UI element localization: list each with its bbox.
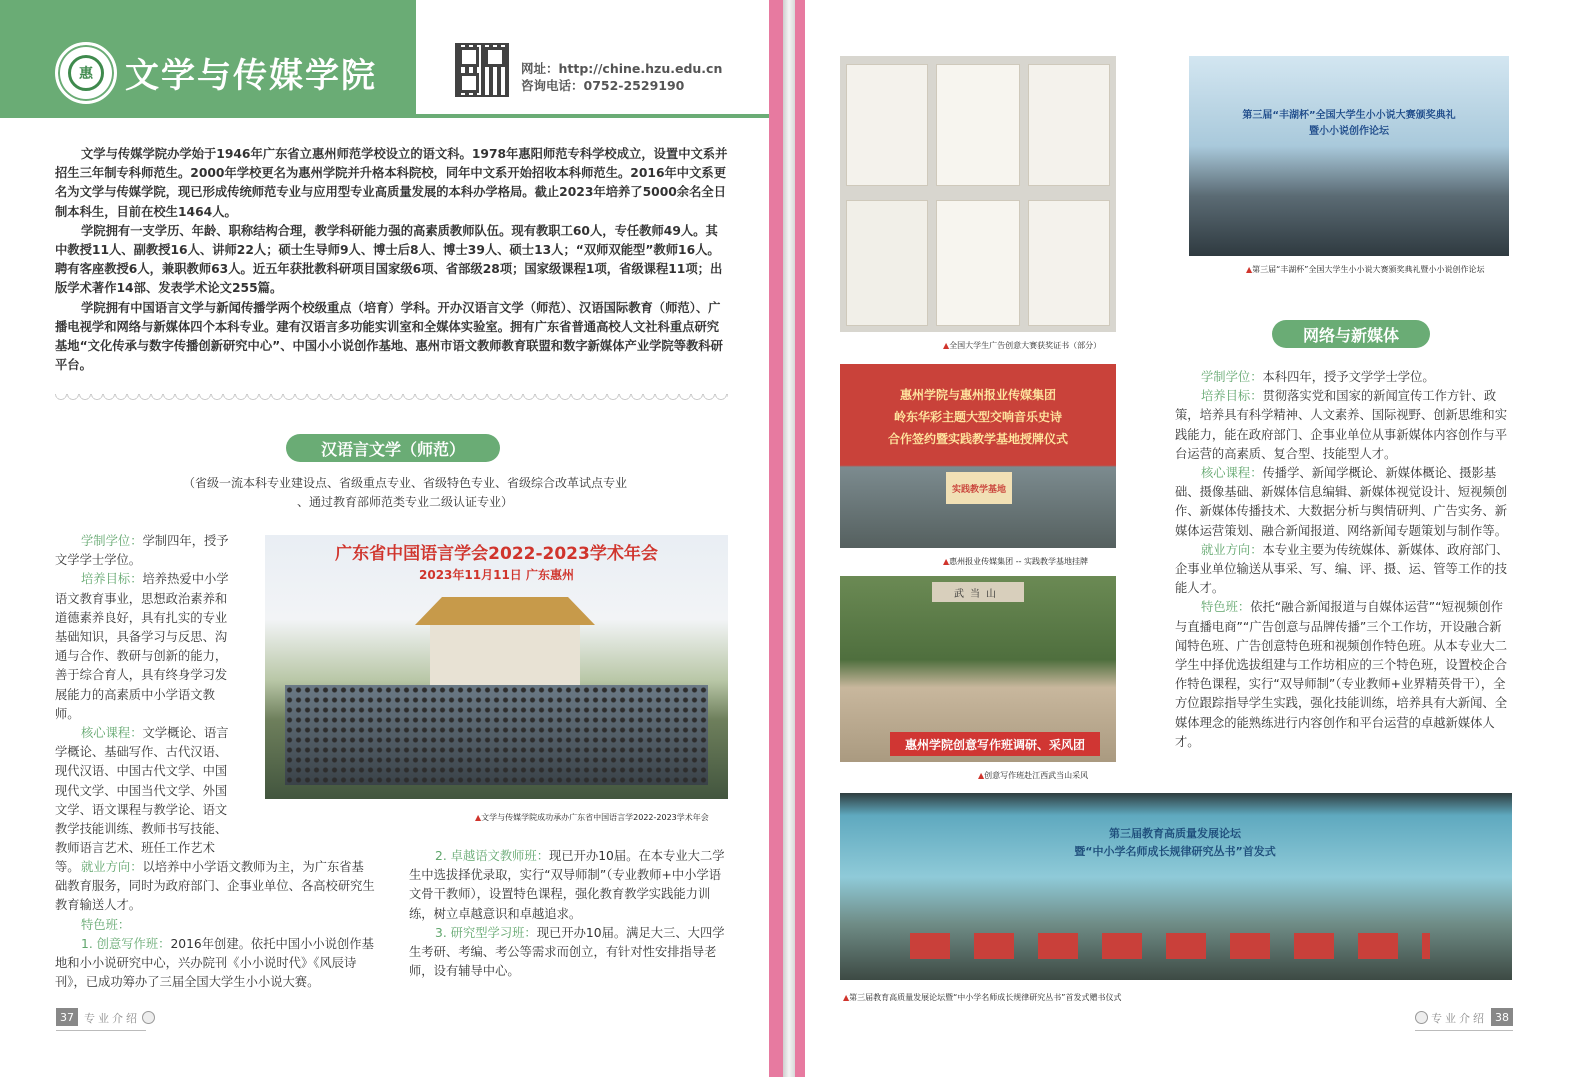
college-intro: [55, 145, 728, 375]
page-edge: [769, 0, 783, 1077]
class3-text: 现已开办10届。满足大三、大四学生考研、考编、考公等需求而创立，有针对性安排指导老师，设有辅导中心。: [409, 925, 725, 979]
footer-label: 专业介绍: [84, 1012, 140, 1025]
triangle-icon: ▲: [1246, 265, 1253, 274]
career-text: 本专业主要为传统媒体、新媒体、政府部门、企事业单位输送从事采、写、编、评、摄、运、管等工作的技能人才。: [1175, 542, 1509, 596]
certificates-caption: [943, 340, 1101, 351]
forum-photo: [840, 793, 1512, 980]
page-number: 38: [1491, 1008, 1513, 1026]
honors-line: （省级一流本科专业建设点、省级重点专业、省级特色专业、省级综合改革试点专业: [182, 476, 627, 490]
label: 核心课程：: [81, 726, 143, 741]
duration-text: 本科四年，授予文学学士学位。: [1262, 370, 1435, 384]
forum-banner-line: 暨“中小学名师成长规律研究丛书”首发式: [1074, 845, 1276, 858]
footer-rule: [1415, 1030, 1513, 1031]
caption-text: 文学与传媒学院成功承办广东省中国语言学2022-2023学术年会: [481, 813, 709, 822]
label: 2. 卓越语文教师班：: [435, 849, 550, 863]
gift-books: [910, 933, 1430, 959]
triangle-icon: ▲: [943, 557, 950, 566]
goal-text: 培养热爱中小学语文教育事业，思想政治素养和道德素养良好，具有扎实的专业基础知识，具备学习与反思、沟通与合作、教研与创新的能力，善于综合育人，具有终身学习发展能力的高素质中小学语文教师。: [55, 572, 229, 721]
label: 就业方向：: [81, 860, 143, 874]
footer-rule: [56, 1030, 146, 1031]
class2-text: 现已开办10届。在本专业大二学生中选拔择优录取，实行“双导师制”（专业教师+中小学语文骨干教师），设置特色课程，强化教育教学实践能力训练，树立卓越意识和卓越追求。: [409, 849, 725, 921]
label: 1. 创意写作班：: [81, 936, 171, 951]
certificates-photo: [840, 56, 1116, 332]
label: 3. 研究型学习班：: [435, 925, 537, 940]
caption-text: 第三届教育高质量发展论坛暨“中小学名师成长规律研究丛书”首发式赠书仪式: [849, 993, 1122, 1002]
signing-photo: [840, 364, 1116, 548]
label: 学制学位：: [81, 534, 143, 548]
intro-paragraph: 学院拥有中国语言文学与新闻传播学两个校级重点（培育）学科。开办汉语言文学（师范）、汉语国际教育（师范）、广播电视学和网络与新媒体四个本科专业。建有汉语言多功能实训室和全媒体实验室。拥有广东省普通高校人文社科重点研究基地“文化传承与数字传播创新研究中心”、中国小小说创作基地、惠州市语文教师教育联盟和数字新媒体产业学院等教科研平台。: [55, 300, 723, 373]
caption-text: 全国大学生广告创意大赛获奖证书（部分）: [949, 341, 1102, 350]
triangle-icon: ▲: [843, 993, 850, 1002]
caption-text: 第三届“丰湖杯”全国大学生小小说大赛颁奖典礼暨小小说创作论坛: [1252, 265, 1485, 274]
website-text[interactable]: 网址：http://chine.hzu.edu.cn: [521, 61, 723, 76]
label: 特色班：: [81, 917, 131, 932]
logo-emblem-icon: 惠: [68, 55, 104, 91]
label: 就业方向：: [1201, 542, 1263, 557]
signing-banner-line: 惠州学院与惠州报业传媒集团: [899, 388, 1056, 402]
mountain-sign: 武当山: [932, 582, 1024, 602]
left-page: [0, 0, 783, 1077]
label: 核心课程：: [1201, 466, 1263, 481]
major1-lower-left: [55, 858, 375, 992]
signing-banner-line: 合作签约暨实践教学基地授牌仪式: [887, 432, 1068, 446]
book-spine: [783, 0, 795, 1077]
award-caption: [1246, 264, 1484, 275]
mountain-banner: 惠州学院创意写作班调研、采风团: [890, 732, 1100, 756]
major-title-chinese: 汉语言文学（师范）: [286, 434, 500, 462]
courses-text: 文学概论、语言学概论、基础写作、古代汉语、现代汉语、中国古代文学、中国现代文学、中国当代文学、外国文学、语文课程与教学论、语文教学技能训练、教师书写技能、教师语言艺术、班任工作艺术等。: [55, 726, 229, 875]
mountain-photo: [840, 576, 1116, 762]
right-page: [795, 0, 1587, 1077]
footer-dot-icon: [1415, 1011, 1428, 1024]
award-banner-line: 第三届“丰湖杯”全国大学生小小说大赛颁奖典礼: [1242, 110, 1456, 121]
qr-code-icon[interactable]: [455, 43, 509, 97]
signing-caption: [943, 556, 1088, 567]
phone-text: 咨询电话：0752-2529190: [521, 78, 685, 93]
conference-banner: 广东省中国语言学会2022-2023学术年会: [335, 544, 658, 564]
forum-banner-line: 第三届教育高质量发展论坛: [1109, 827, 1241, 840]
plaque: 实践教学基地: [946, 472, 1012, 504]
pavilion-roof: [415, 597, 595, 625]
major1-left-column: [55, 532, 237, 878]
intro-paragraph: 学院拥有一支学历、年龄、职称结构合理，教学科研能力强的高素质教师队伍。现有教职工60人，专任教师49人。其中教授11人、副教授16人、讲师22人；硕士生导师9人、博士后8人、博士39人、硕士13人；“双师双能型”教师16人。聘有客座教授6人，兼职教师63人。近五年获批教科研项目国家级6项、省部级28项；国家级课程1项，省级课程11项；出版学术著作14部、发表学术论文255篇。: [55, 223, 723, 296]
special-text: 依托“融合新闻报道与自媒体运营”“短视频创作与直播电商”“广告创意与品牌传播”三个工作坊，开设融合新闻特色班、广告创意特色班和视频创作特色班。从本专业大二学生中择优选拔组建与工作坊相应的三个特色班，设置校企合作特色课程，实行“双导师制”（专业教师+业界精英骨干），全方位跟踪指导学生实践，强化技能训练，培养具有大新闻、全媒体理念的能熟练进行内容创作和平台运营的卓越新媒体人才。: [1175, 600, 1508, 749]
caption-text: 惠州报业传媒集团 -- 实践教学基地挂牌: [949, 557, 1089, 566]
wavy-divider: [55, 394, 728, 406]
contact-info: [521, 60, 722, 94]
label: 学制学位：: [1201, 370, 1263, 384]
university-logo: [55, 42, 117, 104]
label: 特色班：: [1201, 600, 1251, 615]
signing-banner-line: 岭东华彩主题大型交响音乐史诗: [893, 410, 1062, 424]
award-photo: [1189, 56, 1509, 256]
triangle-icon: ▲: [978, 771, 985, 780]
intro-paragraph: 文学与传媒学院办学始于1946年广东省立惠州师范学校设立的语文科。1978年惠阳师范专科学校成立，设置中文系并招生三年制专科师范生。2000年学校更名为惠州学院并升格本科院校，同年中文系开始招收本科师范生。2016年中文系更名为文学与传媒学院，现已形成传统师范专业与应用型专业高质量发展的本科办学格局。截止2023年培养了5000余名全日制本科生，目前在校生1464人。: [55, 147, 728, 219]
college-title: 文学与传媒学院: [125, 56, 377, 96]
conference-caption: [475, 812, 709, 823]
duration-text: 学制四年，授予文学学士学位。: [55, 534, 229, 568]
major-honors: [80, 474, 730, 512]
major-title-newmedia: 网络与新媒体: [1272, 320, 1430, 348]
header-rule: [416, 114, 783, 118]
conference-photo: [265, 535, 728, 799]
award-banner-line: 暨小小说创作论坛: [1309, 126, 1389, 137]
label: 培养目标：: [1201, 389, 1263, 404]
label: 培养目标：: [81, 572, 143, 587]
crowd: [285, 685, 708, 785]
forum-caption: [843, 992, 1121, 1003]
triangle-icon: ▲: [475, 813, 482, 822]
page-edge: [795, 0, 805, 1077]
courses-text: 传播学、新闻学概论、新媒体概论、摄影基础、摄像基础、新媒体信息编辑、新媒体视觉设计、短视频创作、新媒体传播技术、大数据分析与舆情研判、广告实务、新媒体运营策划、融合新闻报道、网络新闻专题策划与制作等。: [1175, 466, 1508, 538]
major2-text: [1175, 368, 1512, 752]
conference-date: 2023年11月11日 广东惠州: [419, 568, 574, 582]
caption-text: 创意写作班赴江西武当山采风: [984, 771, 1089, 780]
footer-dot-icon: [142, 1011, 155, 1024]
honors-line: 、通过教育部师范类专业二级认证专业）: [296, 495, 513, 509]
footer-label: 专业介绍: [1431, 1012, 1487, 1025]
triangle-icon: ▲: [943, 341, 950, 350]
major1-lower-right: [409, 847, 729, 981]
class1-text: 2016年创建。依托中国小小说创作基地和小小说研究中心，兴办院刊《小小说时代》《风辰诗刊》，已成功筹办了三届全国大学生小小说大赛。: [55, 936, 374, 990]
career-text: 以培养中小学语文教师为主，为广东省基础教育服务，同时为政府部门、企事业单位、各高校研究生教育输送人才。: [55, 860, 375, 913]
page-number: 37: [56, 1008, 78, 1026]
goal-text: 贯彻落实党和国家的新闻宣传工作方针、政策，培养具有科学精神、人文素养、国际视野、创新思维和实践能力，能在政府部门、企事业单位从事新媒体内容创作与平台运营的高素质、复合型、技能型人才。: [1175, 389, 1508, 461]
mountain-caption: [978, 770, 1088, 781]
